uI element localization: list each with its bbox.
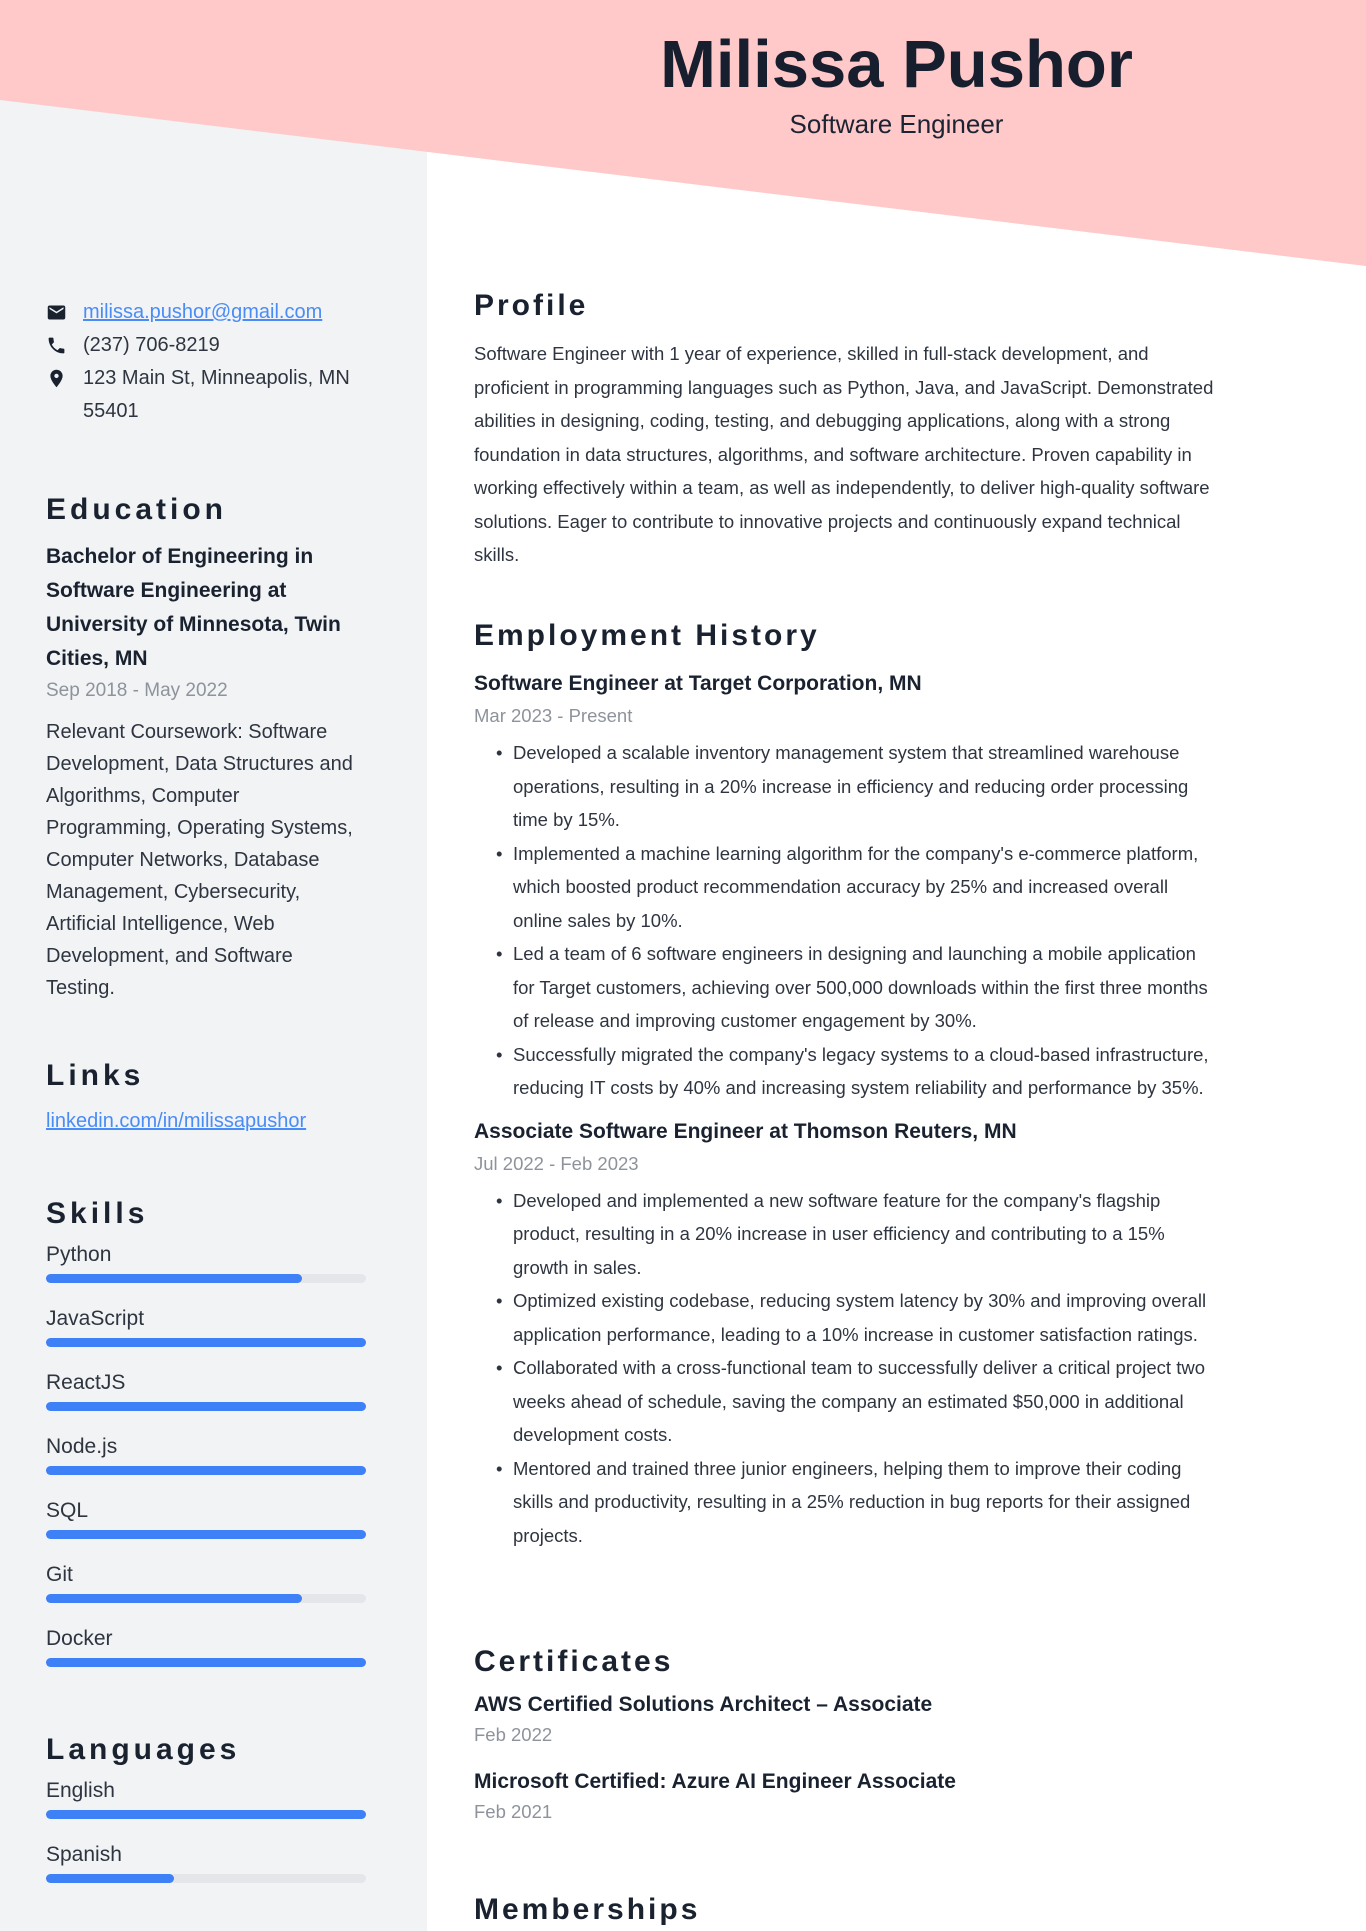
candidate-name: Milissa Pushor (660, 27, 1133, 102)
job-title: Associate Software Engineer at Thomson Reuters, MN (474, 1119, 1017, 1143)
skill-item (46, 1624, 366, 1667)
profile-heading: Profile (474, 289, 589, 322)
header (427, 28, 1366, 140)
contact-row (46, 296, 366, 329)
skills-heading: Skills (46, 1197, 149, 1230)
certificate-title: AWS Certified Solutions Architect – Associate (474, 1693, 933, 1716)
links-heading: Links (46, 1059, 145, 1092)
job-entry (474, 1118, 1214, 1553)
skill-item-bar-track (46, 1658, 366, 1667)
job-bullets (474, 1184, 1214, 1553)
language-item-bar-track (46, 1874, 366, 1883)
contact-row (46, 329, 366, 362)
education-dates: Sep 2018 - May 2022 (46, 680, 228, 701)
certificate-entry (474, 1768, 1214, 1824)
skill-item-bar-track (46, 1594, 366, 1603)
profile-section (474, 288, 1214, 572)
job-bullet: • Implemented a machine learning algorithm for the company's e-commerce platform, which boosted product recommendation accuracy by 25% and increased overall online sales by 10%. (474, 837, 1214, 938)
skill-item (46, 1240, 366, 1283)
links-section (46, 1058, 366, 1134)
languages-list (46, 1776, 366, 1883)
languages-heading: Languages (46, 1733, 241, 1766)
jobs-list (474, 670, 1214, 1552)
skill-item (46, 1560, 366, 1603)
skill-item-bar-fill (46, 1466, 366, 1475)
skill-item (46, 1432, 366, 1475)
language-item-label: English (46, 1779, 115, 1802)
skill-item-label: JavaScript (46, 1307, 145, 1330)
location-icon (46, 368, 67, 389)
skill-item-bar-fill (46, 1338, 366, 1347)
candidate-job-title: Software Engineer (789, 108, 1004, 139)
skill-item-label: ReactJS (46, 1371, 126, 1394)
skill-item-label: Python (46, 1243, 112, 1266)
language-item-bar-fill (46, 1810, 366, 1819)
certificate-date: Feb 2021 (474, 1801, 553, 1822)
job-bullet: • Successfully migrated the company's legacy systems to a cloud-based infrastructure, reducing IT costs by 40% and increasing system reliability and performance by 35%. (474, 1038, 1214, 1105)
skill-item-bar-fill (46, 1402, 366, 1411)
location-icon (46, 362, 83, 389)
skill-item (46, 1496, 366, 1539)
skill-item-label: SQL (46, 1499, 89, 1522)
certificate-entry (474, 1691, 1214, 1747)
certificates-heading: Certificates (474, 1645, 674, 1678)
education-coursework: Relevant Coursework: Software Development, Data Structures and Algorithms, Computer Programming, Operating Systems, Computer Networks, Database Management, Cybersecurity, Artificial Intelligence, Web Development, and Software Testing. (46, 721, 353, 999)
education-degree: Bachelor of Engineering in Software Engineering at University of Minnesota, Twin Cities, MN (46, 545, 341, 670)
skill-item-label: Node.js (46, 1435, 118, 1458)
sidebar (0, 0, 427, 1931)
certificates-list (474, 1691, 1214, 1824)
skill-item-bar-track (46, 1338, 366, 1347)
phone-icon (46, 335, 67, 356)
phone-icon (46, 329, 83, 356)
certificate-date: Feb 2022 (474, 1724, 553, 1745)
job-bullet: • Mentored and trained three junior engineers, helping them to improve their coding skills and productivity, resulting in a 25% reduction in bug reports for their assigned projects. (474, 1452, 1214, 1553)
languages-section (46, 1732, 366, 1904)
contact-row (46, 362, 366, 428)
memberships-heading: Memberships (474, 1893, 701, 1926)
language-item-bar-track (46, 1810, 366, 1819)
profile-text: Software Engineer with 1 year of experience, skilled in full-stack development, and proficient in programming languages such as Python, Java, and JavaScript. Demonstrated abilities in designing, coding, testing, and debugging applications, along with a strong foundation in data structures, algorithms, and software architecture. Proven capability in working effectively within a team, as well as independently, to deliver high-quality software solutions. Eager to contribute to innovative projects and continuously expand technical skills. (474, 343, 1214, 565)
skill-item-bar-track (46, 1530, 366, 1539)
skills-list (46, 1240, 366, 1667)
job-bullets (474, 736, 1214, 1105)
mail-icon (46, 296, 83, 323)
education-heading: Education (46, 493, 228, 526)
memberships-section (474, 1892, 1214, 1928)
skill-item-bar-fill (46, 1658, 366, 1667)
contact-section (46, 296, 366, 428)
job-bullet: • Optimized existing codebase, reducing system latency by 30% and improving overall application performance, leading to a 10% increase in customer satisfaction ratings. (474, 1284, 1214, 1351)
job-bullet: • Developed and implemented a new software feature for the company's flagship product, resulting in a 20% increase in user efficiency and contributing to a 15% growth in sales. (474, 1184, 1214, 1285)
job-bullet: • Developed a scalable inventory management system that streamlined warehouse operations, resulting in a 20% increase in efficiency and reducing order processing time by 15%. (474, 736, 1214, 837)
contact-text: (237) 706-8219 (83, 334, 220, 356)
job-entry (474, 670, 1214, 1105)
language-item-bar-fill (46, 1874, 174, 1883)
skill-item-label: Git (46, 1563, 73, 1586)
job-dates: Jul 2022 - Feb 2023 (474, 1152, 639, 1174)
skills-section (46, 1196, 366, 1688)
certificates-section (474, 1644, 1214, 1824)
email-link[interactable]: milissa.pushor@gmail.com (83, 301, 323, 323)
skill-item-bar-track (46, 1274, 366, 1283)
language-item (46, 1776, 366, 1819)
job-bullet: • Led a team of 6 software engineers in designing and launching a mobile application for Target customers, achieving over 500,000 downloads within the first three months of release and improving customer engagement by 30%. (474, 937, 1214, 1038)
language-item-label: Spanish (46, 1843, 122, 1866)
employment-heading: Employment History (474, 619, 820, 652)
skill-item-bar-track (46, 1466, 366, 1475)
skill-item-bar-track (46, 1402, 366, 1411)
skill-item (46, 1368, 366, 1411)
employment-section (474, 618, 1214, 1552)
education-section (46, 492, 366, 1004)
linkedin-link[interactable]: linkedin.com/in/milissapushor (46, 1110, 307, 1132)
job-bullet: • Collaborated with a cross-functional team to successfully deliver a critical project two weeks ahead of schedule, saving the company an estimated $50,000 in additional development costs. (474, 1351, 1214, 1452)
skill-item-bar-fill (46, 1530, 366, 1539)
certificate-title: Microsoft Certified: Azure AI Engineer Associate (474, 1770, 956, 1793)
skill-item-label: Docker (46, 1627, 113, 1650)
contact-text: 123 Main St, Minneapolis, MN 55401 (83, 367, 350, 422)
skill-item (46, 1304, 366, 1347)
mail-icon (46, 302, 67, 323)
job-title: Software Engineer at Target Corporation, MN (474, 672, 922, 695)
job-dates: Mar 2023 - Present (474, 705, 633, 726)
skill-item-bar-fill (46, 1274, 302, 1283)
skill-item-bar-fill (46, 1594, 302, 1603)
language-item (46, 1840, 366, 1883)
